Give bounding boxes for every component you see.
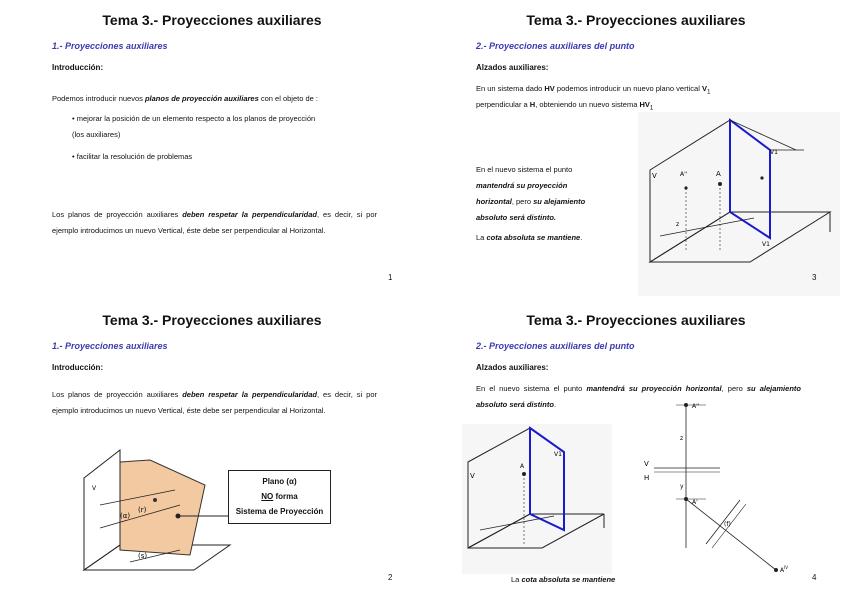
auxiliary-figures bbox=[424, 300, 848, 600]
slide-1 bbox=[0, 0, 424, 300]
label-v: V bbox=[652, 172, 657, 180]
subtitle: Alzados auxiliares: bbox=[476, 363, 549, 372]
page-number: 3 bbox=[812, 273, 817, 282]
slide-title: Tema 3.- Proyecciones auxiliares bbox=[526, 12, 746, 28]
intro-line-1: En un sistema dado HV podemos introducir un nuevo plano vertical $V_1$ bbox=[476, 84, 711, 96]
label-v1: V1 bbox=[554, 451, 562, 458]
subtitle: Introducción: bbox=[52, 363, 104, 372]
intro-line-2: perpendicular a H, obteniendo un nuevo sistema $HV_1$ bbox=[476, 100, 654, 112]
oblique-plane-figure bbox=[0, 300, 424, 600]
label-v1: V1 bbox=[770, 149, 778, 156]
label-a: A bbox=[520, 463, 525, 470]
label-app: A'' bbox=[692, 403, 700, 410]
side-line-3: horizontal, pero su alejamiento bbox=[476, 197, 586, 206]
auxiliary-elevation-figure bbox=[424, 0, 848, 300]
slide-title: Tema 3.- Proyecciones auxiliares bbox=[526, 312, 746, 328]
bullet-1-line-2: (los auxiliares) bbox=[72, 130, 121, 139]
label-v1-ground: V1 bbox=[762, 241, 770, 248]
slide-2 bbox=[0, 300, 424, 600]
page-number: 4 bbox=[812, 573, 817, 582]
section-heading: 2.- Proyecciones auxiliares del punto bbox=[476, 41, 635, 51]
label-r: (r) bbox=[138, 506, 147, 514]
slide-title: Tema 3.- Proyecciones auxiliares bbox=[102, 312, 322, 328]
intro-text: Podemos introducir nuevos planos de proyección auxiliares con el objeto de : bbox=[52, 94, 318, 103]
cota-note: La cota absoluta se mantiene. bbox=[476, 233, 583, 242]
side-line-2: mantendrá su proyección bbox=[476, 181, 568, 190]
label-s: (s) bbox=[138, 552, 148, 560]
slide-4 bbox=[424, 300, 848, 600]
perpendicularity-paragraph: Los planos de proyección auxiliares deben respetar la perpendicularidad, es decir, si por ejemplo introducimos un nuevo Vertical, éste debe ser perpendicular al Horizontal. bbox=[52, 390, 377, 415]
subtitle: Introducción: bbox=[52, 63, 104, 72]
label-v-right: V bbox=[644, 460, 649, 468]
label-f: (f) bbox=[724, 521, 731, 528]
alpha-plane bbox=[120, 460, 205, 555]
label-alpha: (α) bbox=[120, 512, 131, 520]
perpendicularity-paragraph: Los planos de proyección auxiliares deben respetar la perpendicularidad, es decir, si por ejemplo introducimos un nuevo Vertical, éste debe ser perpendicular al Horizontal. bbox=[52, 210, 377, 235]
section-heading: 1.- Proyecciones auxiliares bbox=[52, 341, 168, 351]
label-z-right: z bbox=[680, 435, 684, 442]
label-app: A'' bbox=[680, 171, 688, 178]
label-ap: A' bbox=[692, 499, 698, 506]
slide-3 bbox=[424, 0, 848, 300]
side-line-4: absoluto será distinto. bbox=[476, 213, 557, 222]
label-z: z bbox=[676, 221, 680, 228]
label-y-right: y bbox=[680, 483, 684, 490]
slide-title: Tema 3.- Proyecciones auxiliares bbox=[102, 12, 322, 28]
section-heading: 1.- Proyecciones auxiliares bbox=[52, 41, 168, 51]
page-number: 1 bbox=[388, 273, 393, 282]
page-number: 2 bbox=[388, 573, 393, 582]
bullet-2: • facilitar la resolución de problemas bbox=[72, 152, 193, 161]
label-a: A bbox=[716, 170, 721, 178]
label-h-right: H bbox=[644, 474, 650, 482]
subtitle: Alzados auxiliares: bbox=[476, 63, 549, 72]
label-aiv: $A^{IV}$ bbox=[780, 565, 789, 574]
bullet-1-line-1: • mejorar la posición de un elemento respecto a los planos de proyección bbox=[72, 114, 316, 123]
section-heading: 2.- Proyecciones auxiliares del punto bbox=[476, 341, 635, 351]
alpha-plane-callout: Plano (α) NO forma Sistema de Proyección bbox=[228, 470, 331, 524]
label-v: V bbox=[92, 485, 97, 492]
side-line-1: En el nuevo sistema el punto bbox=[476, 165, 573, 174]
cota-note: La cota absoluta se mantiene bbox=[511, 575, 616, 584]
label-v: V bbox=[470, 472, 475, 480]
system-paragraph: En el nuevo sistema el punto mantendrá su proyección horizontal, pero su alejamiento absoluto será distinto. bbox=[476, 384, 801, 409]
